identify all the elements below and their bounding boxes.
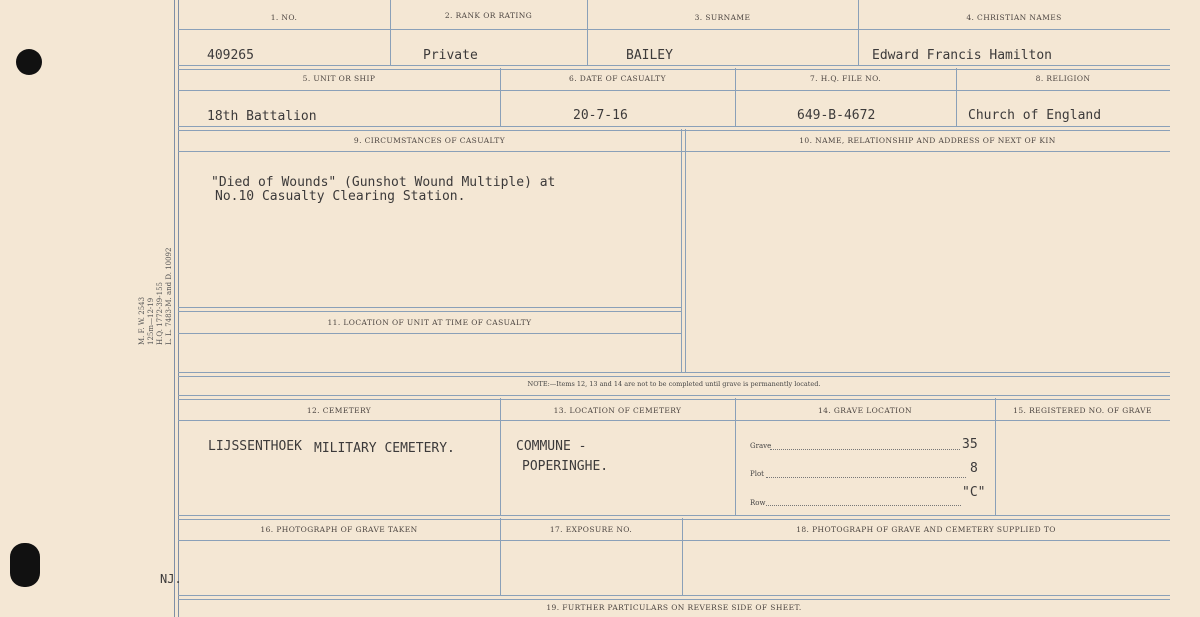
value-no: 409265 — [207, 48, 254, 63]
label-grave: Grave — [750, 442, 772, 450]
side-print-line2: 125m—12-19 — [147, 297, 155, 345]
value-unit: 18th Battalion — [207, 109, 317, 124]
side-print-line3: H.Q. 1772-39-155 — [156, 282, 164, 345]
value-circumstances-line1: "Died of Wounds" (Gunshot Wound Multiple) at — [211, 175, 556, 190]
value-row: "C" — [962, 485, 986, 500]
value-location-line2: POPERINGHE. — [522, 459, 609, 474]
header-next-of-kin: 10. NAME, RELATIONSHIP AND ADDRESS OF NEXT OF KIN — [799, 136, 1056, 145]
value-plot: 8 — [970, 461, 978, 476]
header-cemetery: 12. CEMETERY — [306, 406, 372, 415]
header-rank: 2. RANK OR RATING — [444, 11, 533, 20]
value-circumstances-line2: No.10 Casualty Clearing Station. — [215, 189, 466, 204]
header-location-unit: 11. LOCATION OF UNIT AT TIME OF CASUALTY — [327, 318, 532, 327]
header-further: 19. FURTHER PARTICULARS ON REVERSE SIDE OF SHEET. — [546, 603, 802, 612]
punch-hole-bottom — [10, 543, 40, 587]
value-cemetery-b: MILITARY CEMETERY. — [314, 441, 455, 456]
header-date: 6. DATE OF CASUALTY — [569, 74, 666, 83]
header-religion: 8. RELIGION — [1035, 74, 1091, 83]
value-cemetery-a: LIJSSENTHOEK — [208, 439, 302, 454]
value-surname: BAILEY — [626, 48, 673, 63]
side-print-line1: M. F. W. 2543 — [138, 296, 146, 345]
header-photo-taken: 16. PHOTOGRAPH OF GRAVE TAKEN — [260, 525, 418, 534]
value-christian: Edward Francis Hamilton — [872, 48, 1053, 63]
label-plot: Plot — [750, 470, 764, 478]
value-initials: NJ. — [160, 572, 182, 586]
value-file: 649-B-4672 — [797, 108, 876, 123]
value-religion: Church of England — [968, 108, 1102, 123]
header-registered: 15. REGISTERED NO. OF GRAVE — [1013, 406, 1152, 415]
header-christian: 4. CHRISTIAN NAMES — [966, 13, 1062, 22]
side-print-line4: L. L. 7483-M. and D. 10092 — [165, 247, 173, 345]
header-grave-location: 14. GRAVE LOCATION — [817, 406, 913, 415]
header-exposure: 17. EXPOSURE NO. — [549, 525, 633, 534]
value-date: 20-7-16 — [573, 108, 628, 123]
header-surname: 3. SURNAME — [694, 13, 751, 22]
header-circumstances: 9. CIRCUMSTANCES OF CASUALTY — [353, 136, 506, 145]
header-photo-supplied: 18. PHOTOGRAPH OF GRAVE AND CEMETERY SUPPLIED TO — [796, 525, 1056, 534]
value-grave: 35 — [962, 437, 978, 452]
header-location-cemetery: 13. LOCATION OF CEMETERY — [553, 406, 682, 415]
note-text: NOTE:—Items 12, 13 and 14 are not to be completed until grave is permanently located. — [527, 380, 821, 388]
value-rank: Private — [423, 48, 478, 63]
header-file: 7. H.Q. FILE NO. — [809, 74, 882, 83]
value-location-line1: COMMUNE - — [516, 439, 587, 454]
label-row: Row — [750, 499, 766, 507]
header-unit: 5. UNIT OR SHIP — [302, 74, 376, 83]
punch-hole-top — [16, 49, 42, 75]
side-print — [138, 248, 174, 345]
header-no: 1. NO. — [270, 13, 298, 22]
